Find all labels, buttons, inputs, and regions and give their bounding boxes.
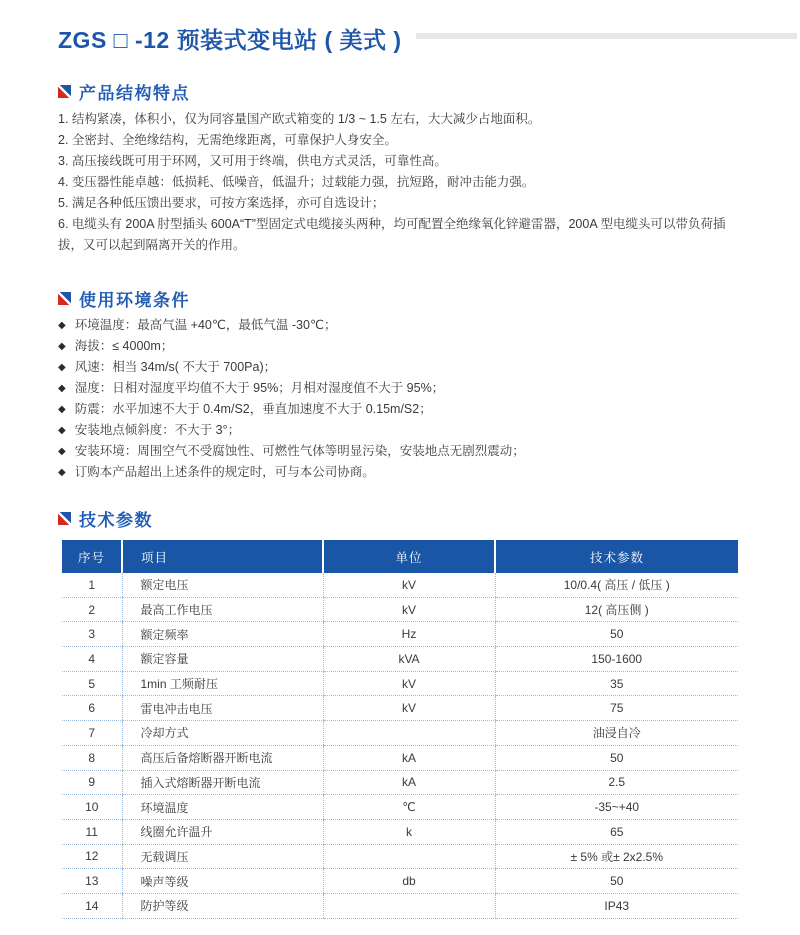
cell-item: 冷却方式 [122,721,323,746]
cell-index: 1 [62,573,122,597]
cell-index: 14 [62,893,122,918]
cell-index: 6 [62,696,122,721]
cell-value: 75 [495,696,738,721]
section-features-title: 产品结构特点 [79,84,190,103]
cell-item: 噪声等级 [122,869,323,894]
cell-index: 4 [62,647,122,672]
section-environment-title: 使用环境条件 [79,291,190,310]
cell-item: 1min 工频耐压 [122,671,323,696]
cell-item: 无载调压 [122,844,323,869]
cell-item: 额定频率 [122,622,323,647]
cell-item: 额定电压 [122,573,323,597]
section-specs-heading [58,510,800,530]
cell-unit: kA [323,770,495,795]
cell-unit: kVA [323,647,495,672]
feature-list-item: 1. 结构紧凑，体积小，仅为同容量国产欧式箱变的 1/3 ~ 1.5 左右，大大减少占地面积。 [58,112,541,126]
spec-table-row [62,721,738,746]
cell-index: 11 [62,819,122,844]
environment-item-text: 安装地点倾斜度：不大于 3°； [74,423,241,437]
environment-list [58,315,744,483]
cell-index: 8 [62,745,122,770]
cell-index: 9 [62,770,122,795]
cell-value: 12( 高压侧 ) [495,597,738,622]
cell-unit: kV [323,671,495,696]
feature-list-item: 5. 满足各种低压馈出要求，可按方案选择，亦可自选设计； [58,196,385,210]
cell-value: ± 5% 或± 2x2.5% [495,844,738,869]
cell-index: 3 [62,622,122,647]
feature-list-item: 4. 变压器性能卓越：低损耗、低噪音，低温升；过载能力强，抗短路，耐冲击能力强。 [58,175,535,189]
title-rule-bar [416,33,797,39]
diamond-bullet-icon: ◆ [58,467,66,478]
column-header-index: 序号 [62,540,122,573]
cell-value: -35~+40 [495,795,738,820]
cell-value: IP43 [495,893,738,918]
section-environment-heading [58,290,800,310]
diamond-bullet-icon: ◆ [58,404,66,415]
cell-unit: db [323,869,495,894]
feature-list-item: 2. 全密封、全绝缘结构，无需绝缘距离，可靠保护人身安全。 [58,133,397,147]
cell-item: 高压后备熔断器开断电流 [122,745,323,770]
environment-list-item [58,357,744,378]
cell-value: 65 [495,819,738,844]
cell-value: 50 [495,869,738,894]
cell-item: 雷电冲击电压 [122,696,323,721]
cell-index: 13 [62,869,122,894]
diamond-bullet-icon: ◆ [58,320,66,331]
feature-list [58,109,744,256]
spec-table-row [62,869,738,894]
cell-value: 50 [495,622,738,647]
environment-item-text: 防震：水平加速不大于 0.4m/S2，垂直加速度不大于 0.15m/S2； [74,402,432,416]
section-features-heading [58,83,800,103]
spec-table-row [62,844,738,869]
section-marker-icon [58,512,71,525]
cell-index: 12 [62,844,122,869]
feature-list-item: 6. 电缆头有 200A 肘型插头 600A“T”型固定式电缆接头两种，均可配置全绝缘氧化锌避雷器，200A 型电缆头可以带负荷插拔，又可以起到隔离开关的作用。 [58,217,726,252]
spec-table-row [62,745,738,770]
column-header-item: 项目 [122,540,323,573]
cell-unit: kV [323,573,495,597]
diamond-bullet-icon: ◆ [58,425,66,436]
environment-item-text: 环境温度：最高气温 +40℃，最低气温 -30℃； [74,318,337,332]
spec-table-body [62,573,738,918]
column-header-value: 技术参数 [495,540,738,573]
cell-item: 插入式熔断器开断电流 [122,770,323,795]
diamond-bullet-icon: ◆ [58,446,66,457]
spec-table [62,540,738,919]
spec-table-row [62,622,738,647]
environment-list-item [58,399,744,420]
environment-item-text: 湿度：日相对湿度平均值不大于 95%；月相对湿度值不大于 95%； [74,381,445,395]
spec-table-row [62,696,738,721]
cell-unit: k [323,819,495,844]
cell-unit [323,721,495,746]
cell-value: 150-1600 [495,647,738,672]
section-specs [0,510,800,919]
environment-list-item [58,378,744,399]
section-environment [0,290,800,483]
environment-item-text: 海拔：≤ 4000m； [74,339,174,353]
environment-list-item [58,336,744,357]
environment-list-item [58,420,744,441]
section-marker-icon [58,292,71,305]
cell-index: 10 [62,795,122,820]
environment-item-text: 安装环境：周围空气不受腐蚀性、可燃性气体等明显污染，安装地点无剧烈震动； [74,444,525,458]
cell-index: 5 [62,671,122,696]
section-marker-icon [58,85,71,98]
environment-list-item [58,441,744,462]
section-specs-title: 技术参数 [79,511,153,530]
column-header-unit: 单位 [323,540,495,573]
cell-unit: kV [323,597,495,622]
cell-value: 10/0.4( 高压 / 低压 ) [495,573,738,597]
spec-table-row [62,597,738,622]
cell-value: 50 [495,745,738,770]
cell-value: 35 [495,671,738,696]
environment-list-item [58,462,744,483]
diamond-bullet-icon: ◆ [58,341,66,352]
spec-table-header-row [62,540,738,573]
section-features [0,83,800,256]
spec-table-row [62,573,738,597]
spec-table-head [62,540,738,573]
cell-item: 环境温度 [122,795,323,820]
cell-item: 最高工作电压 [122,597,323,622]
cell-unit: kA [323,745,495,770]
cell-item: 防护等级 [122,893,323,918]
cell-item: 线圈允许温升 [122,819,323,844]
environment-item-text: 风速：相当 34m/s( 不大于 700Pa)； [74,360,277,374]
cell-value: 油浸自冷 [495,721,738,746]
cell-unit [323,844,495,869]
spec-table-row [62,770,738,795]
cell-index: 2 [62,597,122,622]
page-header [0,0,800,55]
cell-unit: kV [323,696,495,721]
cell-value: 2.5 [495,770,738,795]
spec-table-row [62,671,738,696]
cell-unit [323,893,495,918]
environment-item-text: 订购本产品超出上述条件的规定时，可与本公司协商。 [74,465,375,479]
environment-list-item [58,315,744,336]
cell-unit: ℃ [323,795,495,820]
spec-table-row [62,819,738,844]
cell-index: 7 [62,721,122,746]
feature-list-item: 3. 高压接线既可用于环网，又可用于终端，供电方式灵活，可靠性高。 [58,154,447,168]
diamond-bullet-icon: ◆ [58,362,66,373]
diamond-bullet-icon: ◆ [58,383,66,394]
page-title: ZGS □ -12 预装式变电站 ( 美式 ) [58,27,402,53]
cell-unit: Hz [323,622,495,647]
cell-item: 额定容量 [122,647,323,672]
spec-table-row [62,795,738,820]
spec-table-row [62,647,738,672]
spec-table-row [62,893,738,918]
